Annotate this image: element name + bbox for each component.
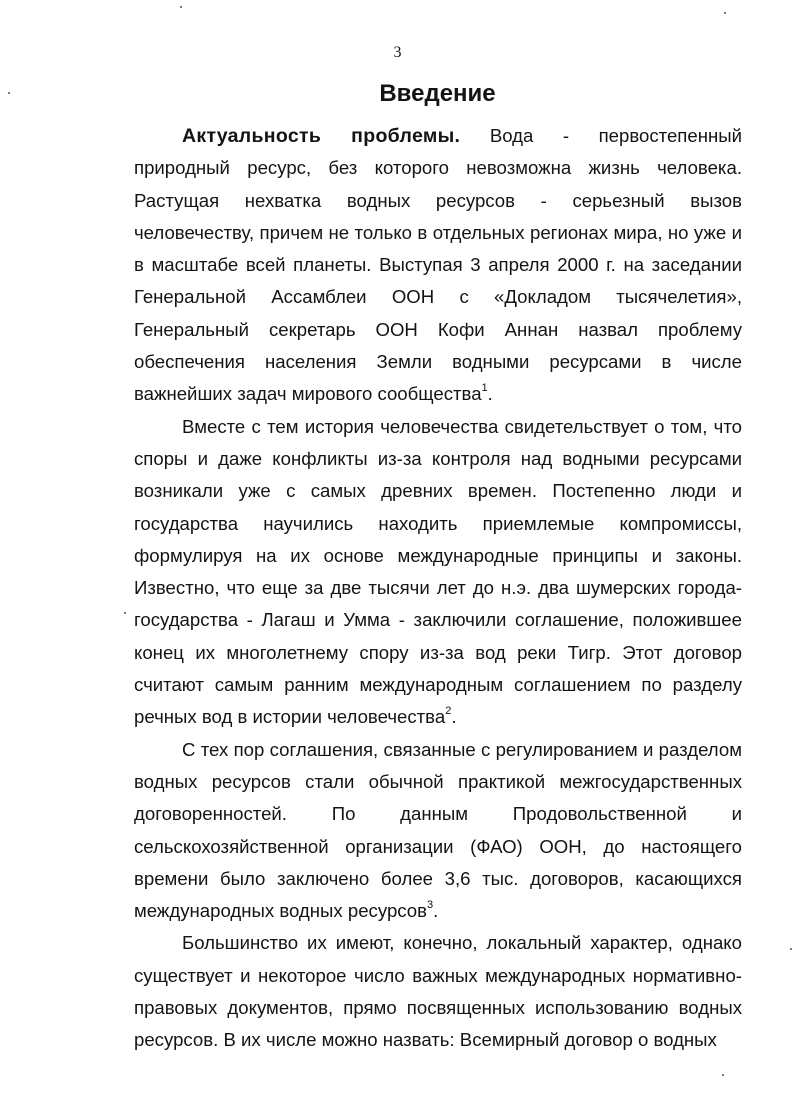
paragraph-end: . (487, 383, 493, 405)
scan-speck (790, 948, 792, 950)
paragraph-relevance (134, 120, 742, 411)
scan-speck (722, 1074, 724, 1076)
section-title: Введение (379, 80, 496, 107)
paragraph-text: Вода - первостепенный природный ресурс, без которого невозможна жизнь человека. Растущая нехватка водных ресурсов - серьезный вызов человечеству, причем не только в отдельных регионах мира, но уже и в масштабе всей планеты. Выступая 3 апреля 2000 г. на заседании Генеральной Ассамблеи ООН с «Докладом тысячелетия», Генеральный секретарь ООН Кофи Аннан назвал проблему обеспечения населения Земли водными ресурсами в числе важнейших задач мирового сообщества (134, 125, 742, 405)
body-text (134, 120, 742, 1057)
scan-speck (8, 92, 10, 94)
paragraph-text: Вместе с тем история человечества свидетельствует о том, что споры и даже конфликты из-за контроля над водными ресурсами возникали уже с самых древних времен. Постепенно люди и государства научились находить приемлемые компромиссы, формулируя на их основе международные принципы и законы. Известно, что еще за две тысячи лет до н.э. два шумерских города-государства - Лагаш и Умма - заключили соглашение, положившее конец их многолетнему спору из-за вод реки Тигр. Этот договор считают самым ранним международным соглашением по разделу речных вод в истории человечества (134, 415, 742, 728)
paragraph-text: Большинство их имеют, конечно, локальный характер, однако существует и некоторое число важных международных нормативно-правовых документов, прямо посвященных использованию водных ресурсов. В их числе можно назвать: Всемирный договор о водных (134, 932, 742, 1051)
scan-speck (724, 12, 726, 14)
scan-speck (180, 6, 182, 8)
paragraph-agreements (134, 734, 742, 928)
footnote-marker-2: 2 (445, 705, 452, 718)
paragraph-text: С тех пор соглашения, связанные с регулированием и разделом водных ресурсов стали обычной практикой межгосударственных договоренностей. По данным Продовольственной и сельскохозяйственной организации (ФАО) ООН, до настоящего времени было заключено более 3,6 тыс. договоров, касающихся международных водных ресурсов (134, 738, 742, 922)
scan-speck (124, 612, 126, 614)
paragraph-end: . (433, 900, 439, 922)
paragraph-end: . (451, 706, 457, 728)
paragraph-documents (134, 927, 742, 1056)
paragraph-lead: Актуальность проблемы. (182, 125, 461, 147)
paragraph-history (134, 411, 742, 734)
footnote-marker-1: 1 (481, 382, 488, 395)
footnote-marker-3: 3 (427, 899, 434, 912)
page-number: 3 (393, 44, 402, 61)
